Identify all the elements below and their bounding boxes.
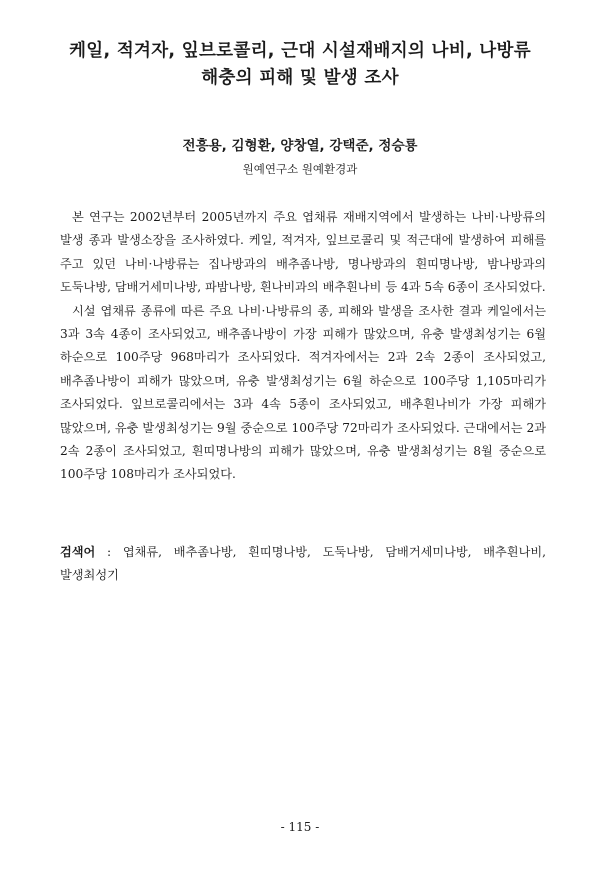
- paper-title-line-2: 해충의 피해 및 발생 조사: [201, 68, 399, 88]
- paper-title-line-1: 케일, 적겨자, 잎브로콜리, 근대 시설재배지의 나비, 나방류: [69, 41, 531, 61]
- abstract-paragraph-2: 시설 엽채류 종류에 따른 주요 나비·나방류의 종, 피해와 발생을 조사한 결과 케일에서는 3과 3속 4종이 조사되었고, 배추좀나방이 가장 피해가 많았으며, 유충 발생최성기는 6월 하순으로 100주당 968마리가 조사되었다. 적겨자에서는 2과 2속 2종이 조사되었고, 배추좀나방이 피해가 많았으며, 유충 발생최성기는 6월 하순으로 100주당 1,105마리가 조사되었다. 잎브로콜리에서는 3과 4속 5종이 조사되었고, 배추흰나비가 가장 피해가 많았으며, 유충 발생최성기는 9월 중순으로 100주당 72마리가 조사되었다. 근대에서는 2과 2속 2종이 조사되었고, 흰띠명나방의 피해가 많았으며, 유충 발생최성기는 8월 중순으로 100주당 108마리가 조사되었다.: [60, 303, 546, 482]
- keywords-separator: :: [95, 545, 123, 559]
- page-number: - 115 -: [280, 820, 320, 834]
- keywords-label: 검색어: [60, 545, 96, 559]
- abstract-paragraph-1: 본 연구는 2002년부터 2005년까지 주요 엽채류 재배지역에서 발생하는 나비·나방류의 발생 종과 발생소장을 조사하였다. 케일, 적겨자, 잎브로콜리 및 적근대에 발생하여 피해를 주고 있던 나비·나방류는 집나방과의 배추좀나방, 명나방과의 흰띠명나방, 밤나방과의 도둑나방, 담배거세미나방, 파밤나방, 흰나비과의 배추흰나비 등 4과 5속 6종이 조사되었다.: [60, 210, 546, 295]
- author-list: 전흥용, 김형환, 양창열, 강택준, 정승룡: [182, 138, 418, 154]
- abstract: [60, 206, 546, 487]
- keywords: [60, 541, 546, 588]
- keywords-text: 엽채류, 배추좀나방, 흰띠명나방, 도둑나방, 담배거세미나방, 배추흰나비, 발생최성기: [60, 545, 546, 583]
- affiliation: 원예연구소 원예환경과: [242, 162, 358, 176]
